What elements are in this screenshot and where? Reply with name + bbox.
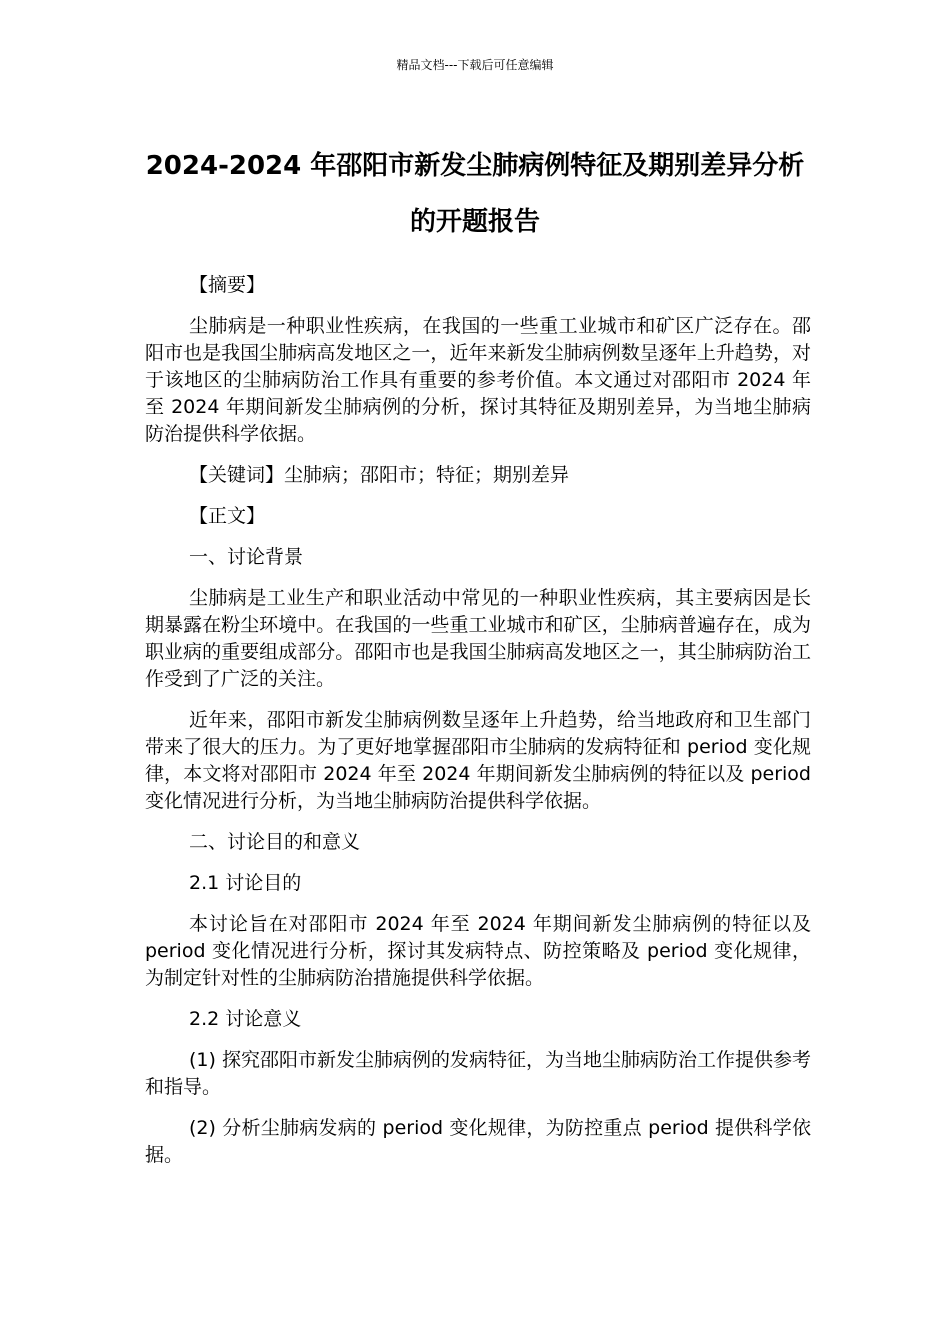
subsection-2-2-item-1: (1) 探究邵阳市新发尘肺病例的发病特征，为当地尘肺病防治工作提供参考和指导。 — [145, 1049, 811, 1098]
main-heading: 【正文】 — [189, 505, 266, 527]
section1-heading: 一、讨论背景 — [189, 546, 304, 568]
section2-heading: 二、讨论目的和意义 — [189, 831, 361, 853]
subsection-2-1-text: 本讨论旨在对邵阳市 2024 年至 2024 年期间新发尘肺病例的特征以及 period 变化情况进行分析，探讨其发病特点、防控策略及 period 变化规律，为制定针对性的尘肺病防治措施提供科学依据。 — [145, 913, 811, 989]
abstract-heading: 【摘要】 — [189, 274, 266, 296]
section1-paragraph-2: 近年来，邵阳市新发尘肺病例数呈逐年上升趋势，给当地政府和卫生部门带来了很大的压力。为了更好地掌握邵阳市尘肺病的发病特征和 period 变化规律，本文将对邵阳市 2024 年至 2024 年期间新发尘肺病例的特征以及 period 变化情况进行分析，为当地尘肺病防治提供科学依据。 — [145, 709, 811, 812]
keywords: 【关键词】尘肺病；邵阳市；特征；期别差异 — [189, 464, 570, 486]
section1-paragraph-1: 尘肺病是工业生产和职业活动中常见的一种职业性疾病，其主要病因是长期暴露在粉尘环境中。在我国的一些重工业城市和矿区，尘肺病普遍存在，成为职业病的重要组成部分。邵阳市也是我国尘肺病高发地区之一，其尘肺病防治工作受到了广泛的关注。 — [145, 587, 811, 690]
subsection-2-2-item-2: (2) 分析尘肺病发病的 period 变化规律，为防控重点 period 提供科学依据。 — [145, 1117, 811, 1166]
abstract-text: 尘肺病是一种职业性疾病，在我国的一些重工业城市和矿区广泛存在。邵阳市也是我国尘肺病高发地区之一，近年来新发尘肺病例数呈逐年上升趋势，对于该地区的尘肺病防治工作具有重要的参考价值。本文通过对邵阳市 2024 年至 2024 年期间新发尘肺病例的分析，探讨其特征及期别差异，为当地尘肺病防治提供科学依据。 — [145, 315, 811, 445]
subsection-2-1-heading: 2.1 讨论目的 — [189, 872, 302, 894]
document-title: 2024-2024 年邵阳市新发尘肺病例特征及期别差异分析的开题报告 — [145, 151, 805, 237]
page-header: 精品文档---下载后可任意编辑 — [396, 58, 554, 72]
document-body — [145, 272, 811, 1183]
subsection-2-2-heading: 2.2 讨论意义 — [189, 1008, 302, 1030]
